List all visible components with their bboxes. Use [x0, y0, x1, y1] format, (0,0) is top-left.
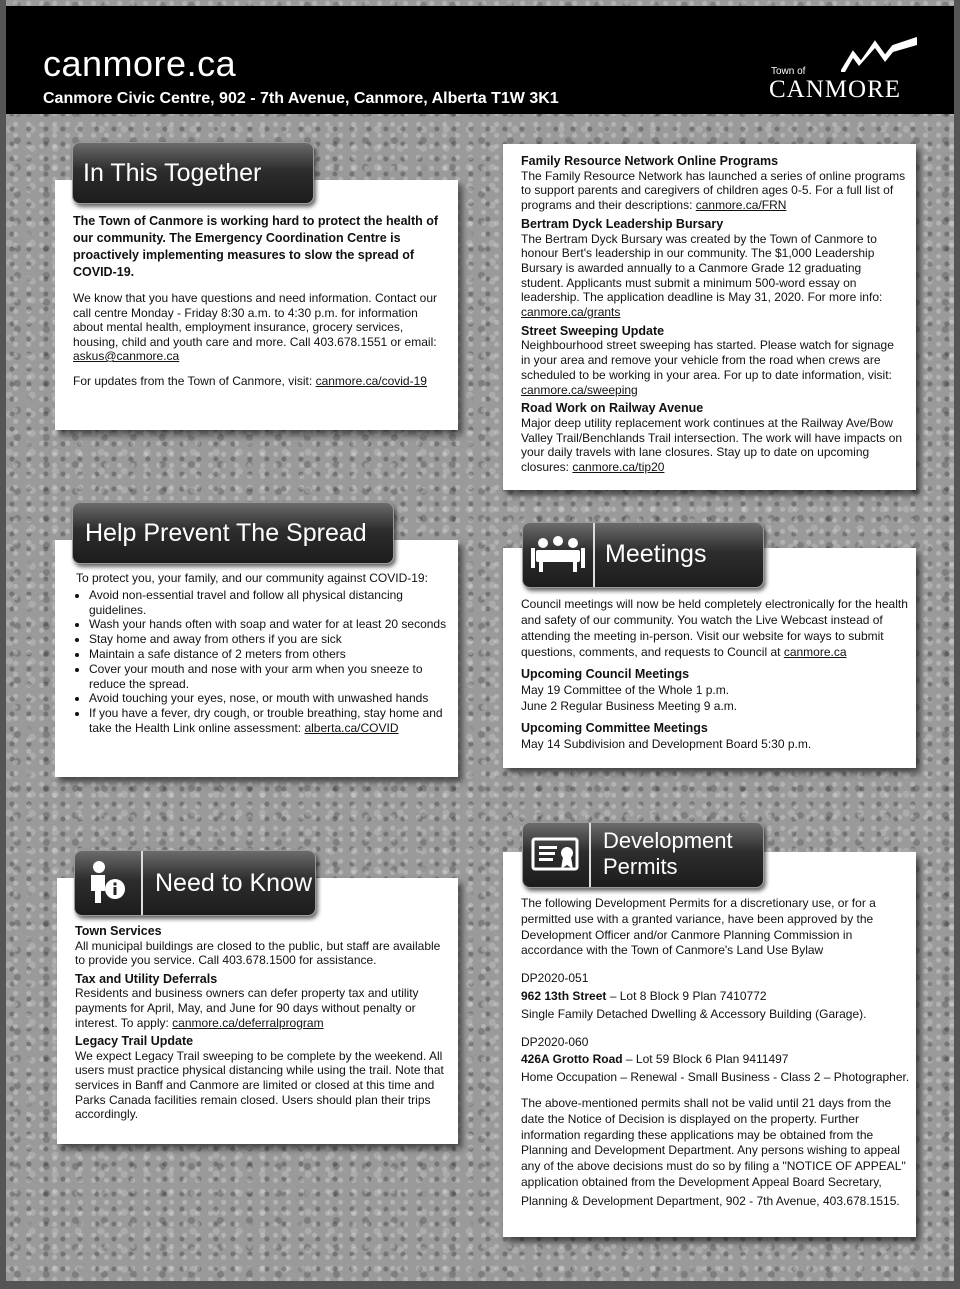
news-item-title: Family Resource Network Online Programs — [521, 154, 779, 168]
know-item-title: Town Services — [75, 924, 162, 938]
askus-email-link[interactable]: askus@canmore.ca — [73, 349, 180, 363]
list-item: • Avoid touching your eyes, nose, or mouth with unwashed hands — [89, 691, 451, 706]
news-card — [503, 144, 916, 490]
site-name[interactable]: canmore.ca — [43, 43, 237, 84]
together-body: We know that you have questions and need information. Contact our call centre Monday - Friday 8:30 a.m. to 4:30 p.m. for information about mental health, employment insurance, grocery services, housing, child and youth care and more. Call 403.678.1551 or email: askus@canmore.ca — [73, 291, 438, 363]
development-permits-card — [503, 852, 916, 1237]
permits-contact: Planning & Development Department, 902 - 7th Avenue, 403.678.1515. — [521, 1193, 900, 1208]
deferral-program-link[interactable]: canmore.ca/deferralprogram — [172, 1015, 324, 1030]
page-border-left — [0, 0, 6, 1289]
development-permits-title — [603, 828, 733, 880]
together-updates: For updates from the Town of Canmore, visit: canmore.ca/covid-19 — [73, 373, 427, 388]
list-item: • Wash your hands often with soap and water for at least 20 seconds — [89, 617, 451, 632]
list-item: June 2 Regular Business Meeting 9 a.m. — [521, 699, 738, 713]
committee-meetings-heading: Upcoming Committee Meetings — [521, 721, 708, 735]
need-to-know-card — [57, 878, 458, 1144]
news-item-body: Neighbourhood street sweeping has started. Please watch for signage in your area and remove your vehicle from the road when crews are scheduled to be working in your area. For up to date information, visit: canmore.ca/sweeping — [521, 338, 894, 397]
grants-link[interactable]: canmore.ca/grants — [521, 305, 621, 320]
news-item — [521, 401, 906, 475]
know-item-body: All municipal buildings are closed to the public, but staff are available to provide you service. Call 403.678.1500 for assistance. — [75, 938, 441, 968]
need-to-know-tab — [74, 850, 316, 916]
permit-description: Single Family Detached Dwelling & Accessory Building (Garage). — [521, 1006, 867, 1021]
list-item — [75, 972, 450, 1030]
news-item — [521, 154, 906, 213]
list-item — [75, 1034, 450, 1122]
in-this-together-tab — [72, 142, 314, 204]
meeting-table-icon — [523, 523, 593, 585]
meetings-body: Council meetings will now be held completely electronically for the health and safety of our community. You watch the Live Webcast instead of attending the meeting in-person. Visit our website for ways to submit questions, comments, and requests to Council at canmore.ca — [521, 597, 908, 659]
spread-bullet-list — [76, 588, 451, 736]
list-item — [521, 1035, 911, 1086]
list-item: • Stay home and away from others if you are sick — [89, 632, 451, 647]
logo-prefix: Town of — [771, 66, 806, 77]
tip20-link[interactable]: canmore.ca/tip20 — [572, 460, 665, 475]
in-this-together-title: In This Together — [83, 159, 262, 187]
list-item: May 19 Committee of the Whole 1 p.m. — [521, 683, 730, 697]
permit-location: 962 13th Street – Lot 8 Block 9 Plan 7410772 — [521, 988, 767, 1003]
know-item-body: Residents and business owners can defer property tax and utility payments for April, May, and June for 90 days without penalty or interest. To apply: canmore.ca/deferralprogram — [75, 986, 419, 1030]
permits-title-line2: Permits — [603, 854, 678, 879]
news-item-body: The Bertram Dyck Bursary was created by the Town of Canmore to honour Bert's leadership in our community. The $1,000 Leadership Bursary is awarded annually to a Canmore Grade 12 graduating student. Applicants must submit a minimum 500-word essay on leadership. The application deadline is May 31, 2020. For more info: canmore.ca/grants — [521, 231, 883, 320]
news-item — [521, 324, 906, 398]
permits-icon-box — [523, 823, 591, 887]
news-item-title: Bertram Dyck Leadership Bursary — [521, 216, 724, 231]
canmore-link[interactable]: canmore.ca — [783, 645, 847, 659]
list-item: • Maintain a safe distance of 2 meters from others — [89, 647, 451, 662]
list-item: • Avoid non-essential travel and follow all physical distancing guidelines. — [89, 588, 451, 618]
meetings-title: Meetings — [605, 540, 707, 568]
news-item-body: The Family Resource Network has launched a series of online programs to support parents and caregivers of children ages 0-5. For a full list of programs and their descriptions: canmore.ca/FRN — [521, 168, 906, 213]
meetings-tab — [522, 522, 764, 588]
list-item — [521, 971, 911, 1022]
certificate-icon — [523, 823, 589, 885]
together-lead: The Town of Canmore is working hard to protect the health of our community. The Emergency Coordination Centre is proactively implementing measures to slow the spread of COVID-19. — [73, 214, 439, 279]
permits-title-line1: Development — [603, 828, 733, 853]
list-item: • If you have a fever, dry cough, or trouble breathing, stay home and take the Health Link online assessment: alberta.ca/COVID — [89, 706, 451, 736]
know-item-title: Legacy Trail Update — [75, 1034, 194, 1049]
alberta-covid-link[interactable]: alberta.ca/COVID — [304, 720, 399, 735]
covid-19-link[interactable]: canmore.ca/covid-19 — [315, 373, 427, 388]
news-item — [521, 217, 906, 320]
permit-id: DP2020-060 — [521, 1034, 589, 1049]
town-logo — [769, 36, 919, 103]
meetings-icon-box — [523, 523, 595, 587]
list-item — [75, 924, 450, 968]
page-border-bottom — [0, 1281, 960, 1289]
permits-intro: The following Development Permits for a discretionary use, or for a permitted use with a granted variance, have been approved by the Development Officer and/or Canmore Planning Commission in accordance with the Town of Canmore's Land Use Bylaw — [521, 896, 876, 958]
person-info-icon — [75, 851, 141, 913]
development-permits-tab — [522, 822, 764, 888]
prevent-spread-tab — [72, 502, 394, 564]
permits-notice: The above-mentioned permits shall not be valid until 21 days from the date the Notice of Decision is displayed on the property. Further information regarding these applications may be obtained from the Planning and Development Department. Any persons wishing to appeal any of the above decisions must do so by filing a "NOTICE OF APPEAL" application obtained from the Development Appeal Board Secretary, — [521, 1095, 906, 1189]
permit-id: DP2020-051 — [521, 971, 589, 986]
know-item-body: We expect Legacy Trail sweeping to be complete by the weekend. All users must practice physical distancing while using the trail. Note that services in Banff and Canmore are limited or closed at this time and Parks Canada facilities remain closed. Users should plan their trips accordingly. — [75, 1048, 444, 1122]
news-list — [521, 154, 906, 475]
council-meetings-heading: Upcoming Council Meetings — [521, 667, 690, 681]
news-item-body: Major deep utility replacement work continues at the Railway Ave/Bow Valley Trail/Benchlands Trail intersection. The work will have impacts on your daily travels with lane closures. Stay up to date on upcoming closures: canmore.ca/tip20 — [521, 415, 903, 475]
sweeping-link[interactable]: canmore.ca/sweeping — [521, 382, 638, 397]
civic-centre-address: Canmore Civic Centre, 902 - 7th Avenue, Canmore, Alberta T1W 3K1 — [43, 90, 559, 107]
permit-location: 426A Grotto Road – Lot 59 Block 6 Plan 9411497 — [521, 1052, 789, 1067]
logo-wordmark: CANMORE — [769, 76, 902, 103]
in-this-together-card — [55, 180, 458, 430]
list-item: • Cover your mouth and nose with your arm when you sneeze to reduce the spread. — [89, 662, 451, 692]
spread-intro: To protect you, your family, and our community against COVID-19: — [76, 571, 428, 585]
permit-description: Home Occupation – Renewal - Small Business - Class 2 – Photographer. — [521, 1070, 910, 1085]
list-item: May 14 Subdivision and Development Board 5:30 p.m. — [521, 737, 812, 751]
news-item-title: Road Work on Railway Avenue — [521, 401, 704, 416]
mountain-logo-icon — [841, 36, 917, 72]
know-icon-box — [75, 851, 143, 915]
know-item-title: Tax and Utility Deferrals — [75, 971, 218, 986]
prevent-spread-card — [55, 540, 458, 777]
news-item-title: Street Sweeping Update — [521, 323, 665, 338]
prevent-spread-title: Help Prevent The Spread — [85, 519, 367, 547]
page-header — [6, 6, 954, 114]
frn-link[interactable]: canmore.ca/FRN — [695, 198, 787, 213]
need-to-know-title: Need to Know — [155, 869, 313, 897]
page-border-right — [954, 0, 960, 1289]
